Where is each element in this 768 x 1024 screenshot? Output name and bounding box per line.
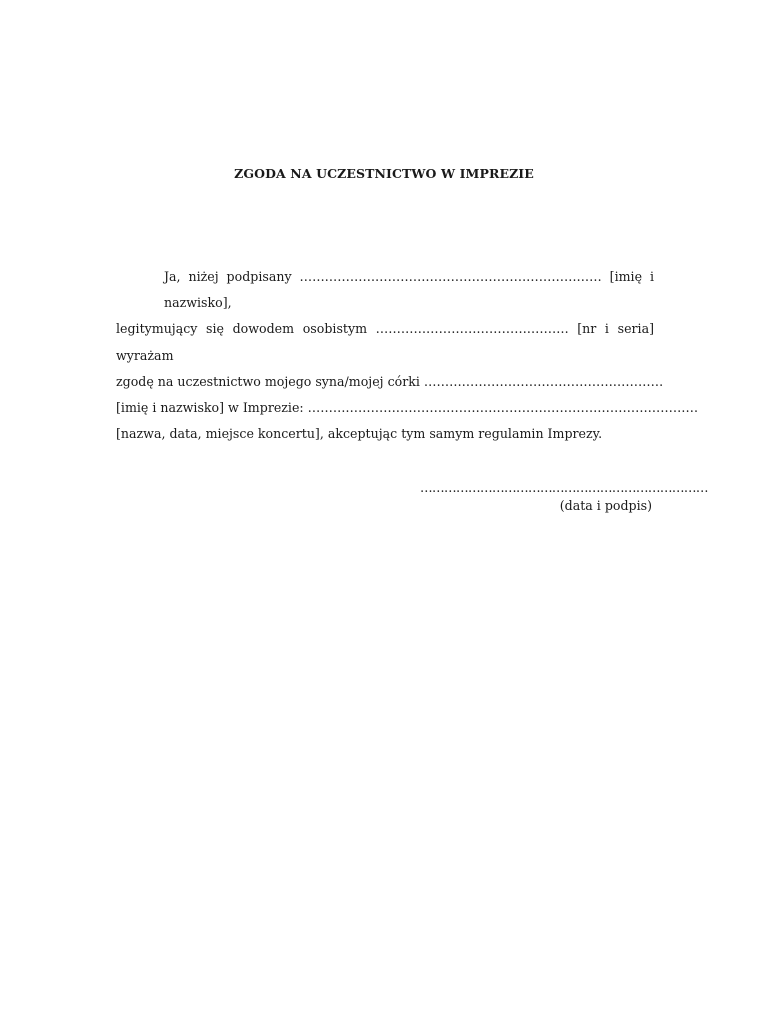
signature-line: ……………………………………………………………… [420,480,708,495]
paragraph-line-3: zgodę na uczestnictwo mojego syna/mojej córki ………………………………………………… [116,373,664,389]
document-title: ZGODA NA UCZESTNICTWO W IMPREZIE [234,166,534,181]
paragraph-line-2: legitymujący się dowodem osobistym ………………………………………. [nr i seria] wyrażam [116,321,654,363]
paragraph-line-1: Ja, niżej podpisany ……………………………………………………………… [imię i nazwisko], [164,269,654,311]
signature-label: (data i podpis) [559,498,652,513]
paragraph-line-4: [imię i nazwisko] w Imprezie: ………………………………………………………………………………… [116,400,699,416]
consent-paragraph [116,264,699,447]
paragraph-line-5: [nazwa, data, miejsce koncertu], akceptując tym samym regulamin Imprezy. [116,426,603,442]
